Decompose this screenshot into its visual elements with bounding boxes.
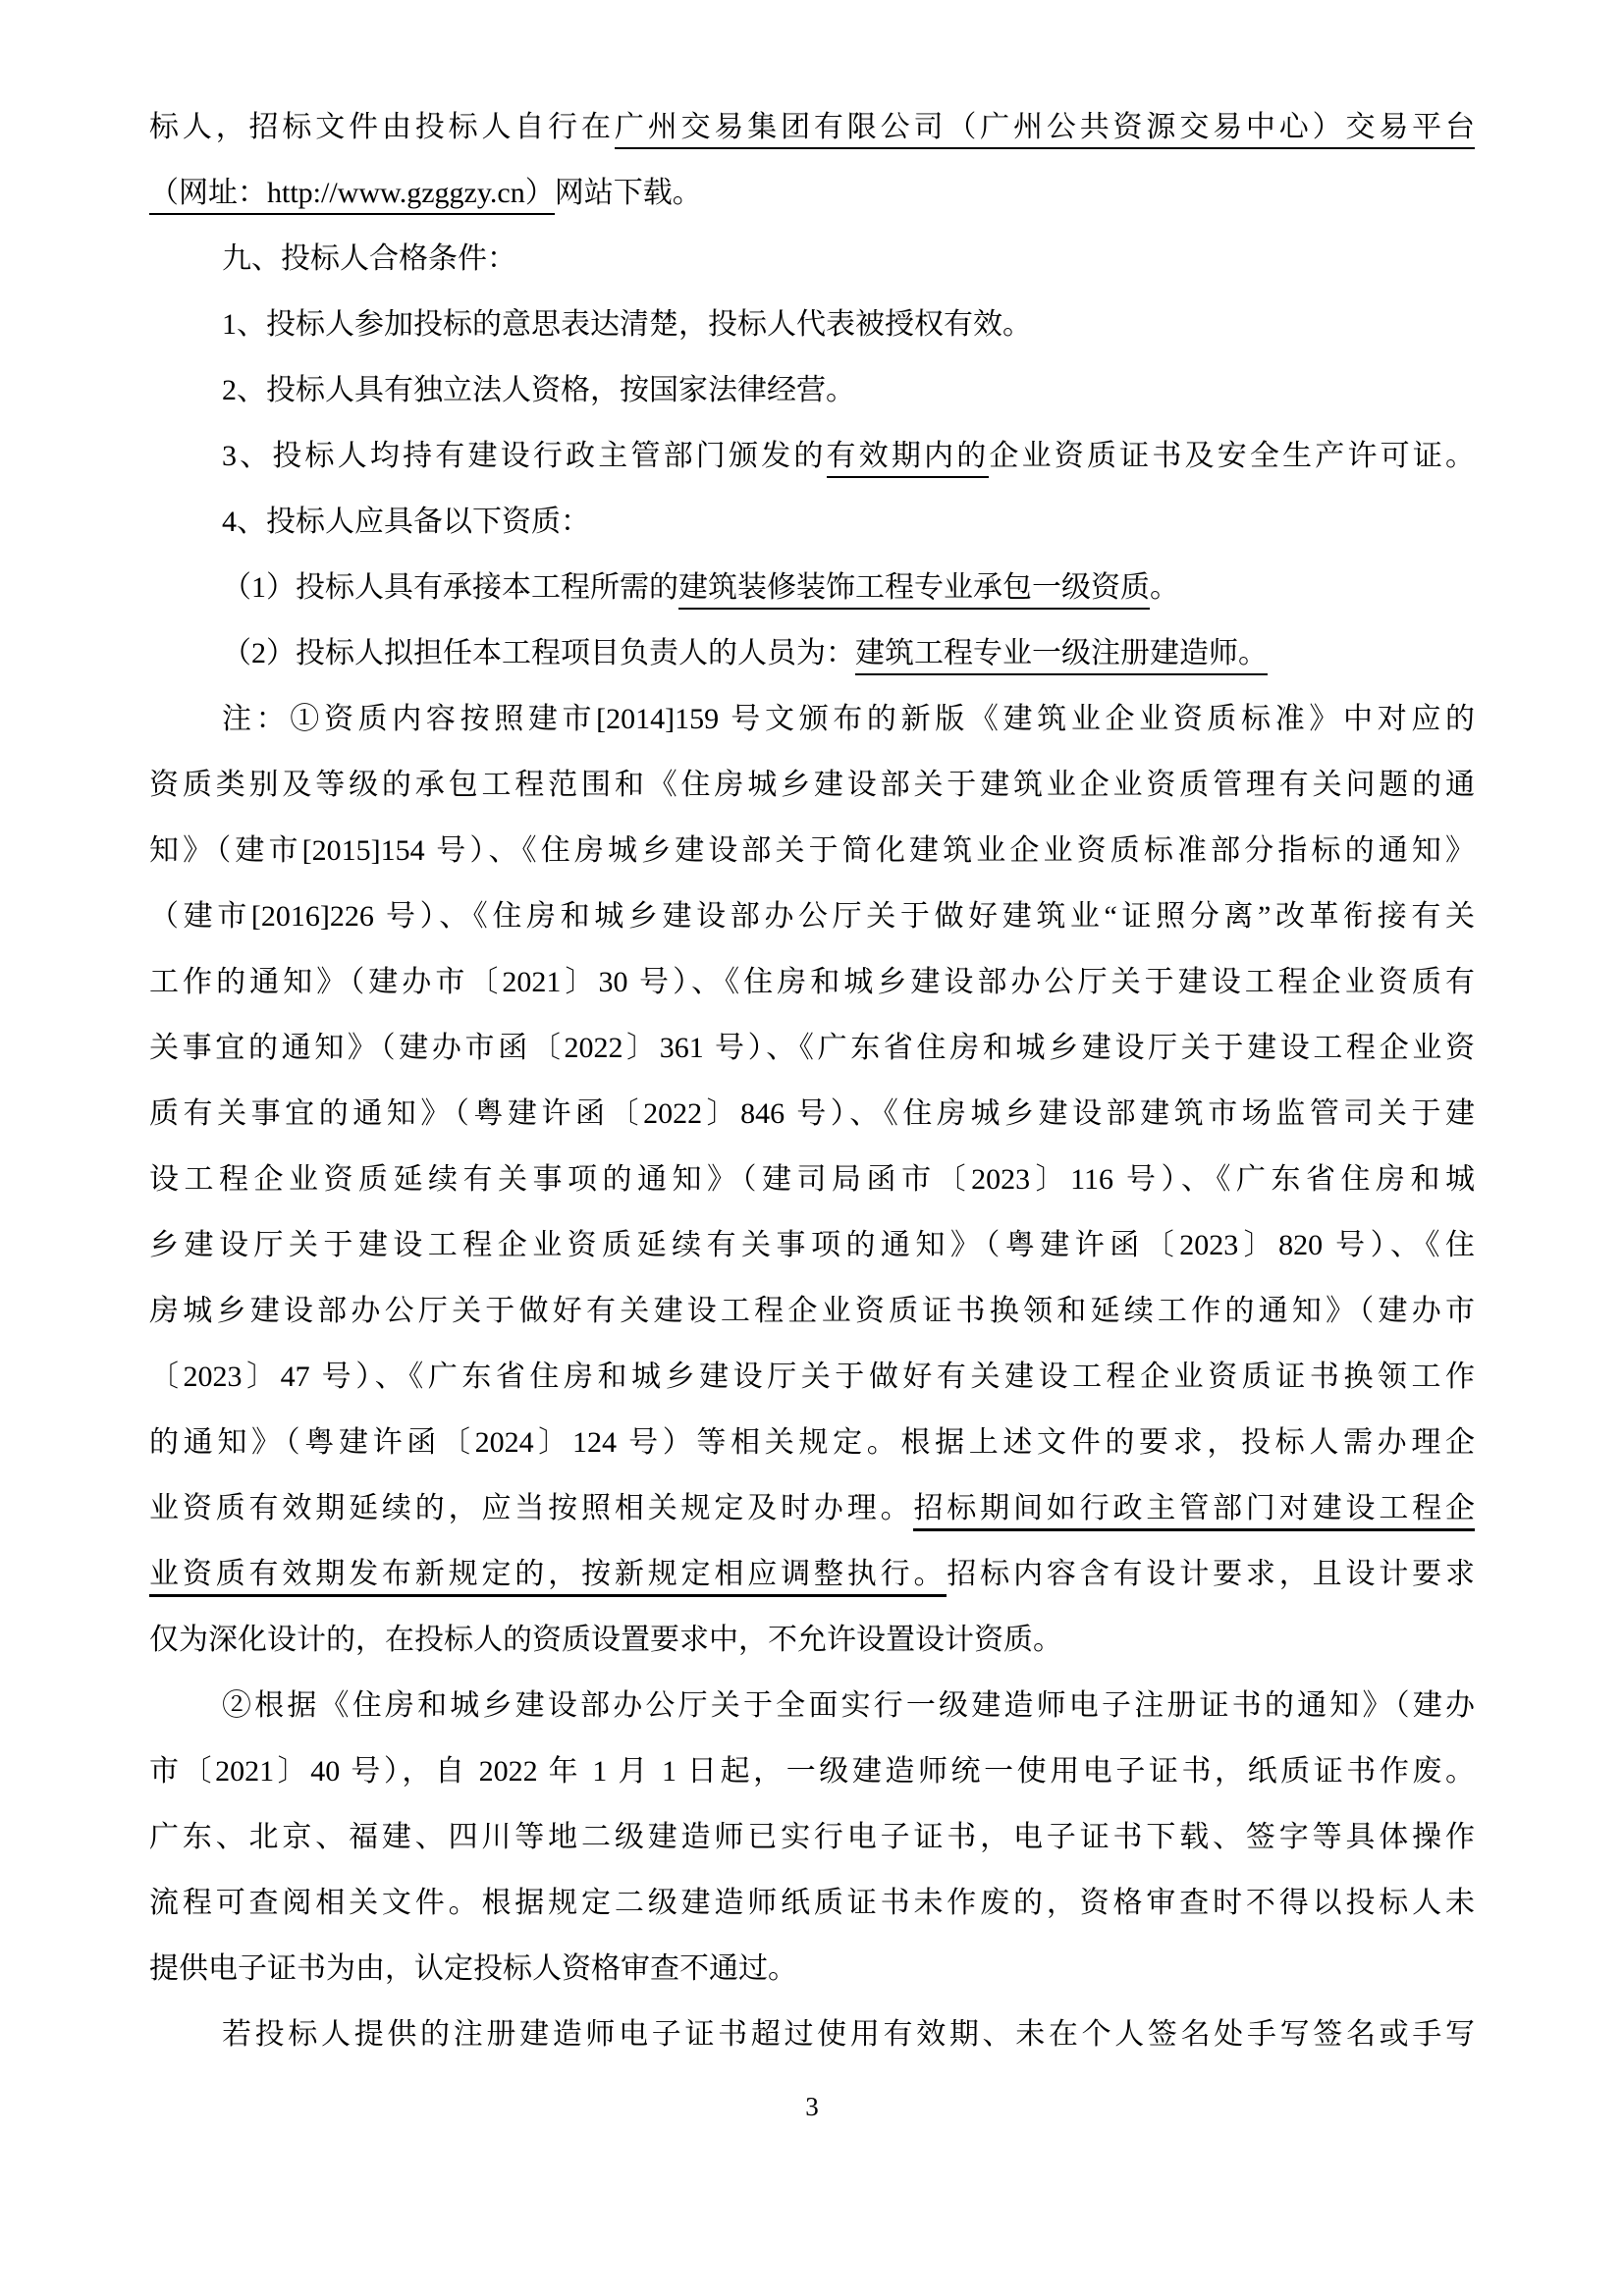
text-line <box>149 949 1475 1015</box>
text-segment: 九、投标人合格条件： <box>222 242 516 275</box>
text-line <box>149 818 1475 883</box>
text-line <box>149 1673 1475 1738</box>
text-segment: （2）投标人拟担任本工程项目负责人的人员为： <box>222 637 855 669</box>
text-line <box>149 357 1475 423</box>
text-segment: 1、投标人参加投标的意思表达清楚，投标人代表被授权有效。 <box>222 308 1032 341</box>
document-body <box>149 94 1475 2067</box>
text-line <box>149 883 1475 949</box>
text-line <box>149 489 1475 555</box>
underlined-text: 有效期内的 <box>827 440 990 478</box>
text-line <box>149 1804 1475 1870</box>
text-segment: 工作的通知》（建办市〔2021〕30 号）、《住房和城乡建设部办公厅关于建设工程企业资质有 <box>149 966 1475 998</box>
underlined-text-heavy: 业资质有效期发布新规定的，按新规定相应调整执行。 <box>149 1558 947 1597</box>
text-line <box>149 1212 1475 1278</box>
text-segment: 市〔2021〕40 号），自 2022 年 1 月 1 日起，一级建造师统一使用电子证书，纸质证书作废。 <box>149 1755 1475 1788</box>
text-segment: 设工程企业资质延续有关事项的通知》（建司局函市〔2023〕116 号）、《广东省住房和城 <box>149 1163 1475 1196</box>
text-line <box>149 1738 1475 1804</box>
text-line <box>149 555 1475 620</box>
text-segment: 质有关事宜的通知》（粤建许函〔2022〕846 号）、《住房城乡建设部建筑市场监管司关于建 <box>149 1097 1475 1130</box>
text-line <box>149 1015 1475 1081</box>
text-line <box>149 620 1475 686</box>
underlined-text: 建筑工程专业一级注册建造师。 <box>855 637 1268 675</box>
text-segment: 房城乡建设部办公厅关于做好有关建设工程企业资质证书换领和延续工作的通知》（建办市 <box>149 1295 1475 1327</box>
text-segment: 流程可查阅相关文件。根据规定二级建造师纸质证书未作废的，资格审查时不得以投标人未 <box>149 1887 1475 1919</box>
text-line <box>149 686 1475 752</box>
text-segment: ②根据《住房和城乡建设部办公厅关于全面实行一级建造师电子注册证书的通知》（建办 <box>222 1689 1475 1722</box>
text-segment: 业资质有效期延续的，应当按照相关规定及时办理。 <box>149 1492 914 1524</box>
text-line <box>149 1081 1475 1147</box>
text-line <box>149 2002 1475 2067</box>
text-line <box>149 1475 1475 1541</box>
text-line <box>149 1344 1475 1410</box>
text-line <box>149 1607 1475 1673</box>
text-line <box>149 1410 1475 1475</box>
text-segment: 的通知》（粤建许函〔2024〕124 号）等相关规定。根据上述文件的要求，投标人需办理企 <box>149 1426 1475 1459</box>
text-segment: 〔2023〕47 号）、《广东省住房和城乡建设厅关于做好有关建设工程企业资质证书换领工作 <box>149 1361 1475 1393</box>
text-line <box>149 1278 1475 1344</box>
text-segment: 广东、北京、福建、四川等地二级建造师已实行电子证书，电子证书下载、签字等具体操作 <box>149 1821 1475 1853</box>
underlined-text: 广州交易集团有限公司（广州公共资源交易中心）交易平台 <box>615 111 1475 149</box>
text-segment: 标人，招标文件由投标人自行在 <box>149 111 615 143</box>
text-segment: 企业资质证书及安全生产许可证。 <box>989 440 1476 472</box>
text-segment: 若投标人提供的注册建造师电子证书超过使用有效期、未在个人签名处手写签名或手写 <box>222 2018 1475 2051</box>
text-segment: 乡建设厅关于建设工程企业资质延续有关事项的通知》（粤建许函〔2023〕820 号）、《住 <box>149 1229 1475 1261</box>
text-line <box>149 94 1475 160</box>
text-segment: （建市[2016]226 号）、《住房和城乡建设部办公厅关于做好建筑业“证照分离”改革衔接有关 <box>149 900 1475 933</box>
text-line <box>149 423 1475 489</box>
text-segment: 知》（建市[2015]154 号）、《住房城乡建设部关于简化建筑业企业资质标准部分指标的通知》 <box>149 834 1475 867</box>
text-line <box>149 226 1475 292</box>
text-segment: 。 <box>1150 571 1179 604</box>
underlined-text-heavy: 招标期间如行政主管部门对建设工程企 <box>913 1492 1475 1531</box>
text-segment: 关事宜的通知》（建办市函〔2022〕361 号）、《广东省住房和城乡建设厅关于建设工程企业资 <box>149 1032 1475 1064</box>
text-segment: 提供电子证书为由，认定投标人资格审查不通过。 <box>149 1952 797 1985</box>
text-line <box>149 160 1475 226</box>
text-line <box>149 1870 1475 1936</box>
page-number: 3 <box>805 2092 819 2121</box>
text-segment: 资质类别及等级的承包工程范围和《住房城乡建设部关于建筑业企业资质管理有关问题的通 <box>149 769 1475 801</box>
text-line <box>149 752 1475 818</box>
text-line <box>149 1936 1475 2002</box>
text-segment: 2、投标人具有独立法人资格，按国家法律经营。 <box>222 374 855 406</box>
text-segment: 仅为深化设计的，在投标人的资质设置要求中，不允许设置设计资质。 <box>149 1624 1062 1656</box>
text-segment: 注：①资质内容按照建市[2014]159 号文颁布的新版《建筑业企业资质标准》中对应的 <box>222 703 1475 735</box>
text-segment: 网站下载。 <box>554 177 702 209</box>
text-line <box>149 1147 1475 1212</box>
text-line <box>149 1541 1475 1607</box>
underlined-text: 建筑装修装饰工程专业承包一级资质 <box>678 571 1150 610</box>
underlined-text: （网址：http://www.gzggzy.cn） <box>149 177 555 215</box>
text-segment: 3、投标人均持有建设行政主管部门颁发的 <box>222 440 827 472</box>
text-segment: 4、投标人应具备以下资质： <box>222 506 590 538</box>
text-segment: 招标内容含有设计要求，且设计要求 <box>947 1558 1476 1590</box>
text-line <box>149 292 1475 357</box>
text-segment: （1）投标人具有承接本工程所需的 <box>222 571 678 604</box>
